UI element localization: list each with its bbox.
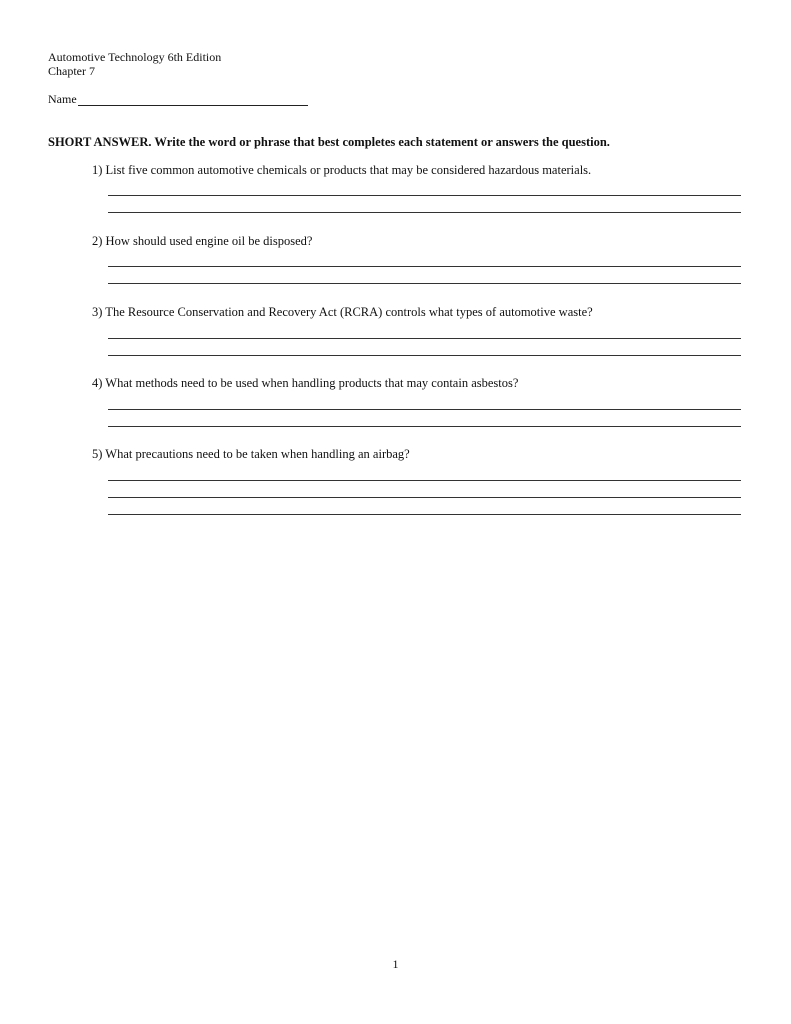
name-row <box>48 92 308 106</box>
answer-line[interactable] <box>108 212 741 213</box>
answer-line[interactable] <box>108 409 741 410</box>
question-text: 3) The Resource Conservation and Recovery Act (RCRA) controls what types of automotive waste? <box>92 305 593 319</box>
answer-line[interactable] <box>108 283 741 284</box>
question-3 <box>92 305 752 320</box>
question-2 <box>92 234 752 249</box>
question-text: 2) How should used engine oil be disposed? <box>92 234 313 248</box>
answer-line[interactable] <box>108 195 741 196</box>
answer-line[interactable] <box>108 497 741 498</box>
answer-line[interactable] <box>108 514 741 515</box>
book-title: Automotive Technology 6th Edition <box>48 50 222 64</box>
question-5 <box>92 447 752 462</box>
page-number: 1 <box>392 957 399 971</box>
question-4 <box>92 376 752 391</box>
answer-line[interactable] <box>108 355 741 356</box>
instructions: SHORT ANSWER. Write the word or phrase that best completes each statement or answers the question. <box>48 135 610 149</box>
answer-line[interactable] <box>108 338 741 339</box>
chapter-label: Chapter 7 <box>48 64 95 78</box>
question-text: 5) What precautions need to be taken when handling an airbag? <box>92 447 410 461</box>
name-label: Name <box>48 92 77 106</box>
name-field[interactable] <box>78 93 308 106</box>
question-text: 4) What methods need to be used when handling products that may contain asbestos? <box>92 376 519 390</box>
answer-line[interactable] <box>108 480 741 481</box>
question-text: 1) List five common automotive chemicals or products that may be considered hazardous materials. <box>92 163 592 177</box>
answer-line[interactable] <box>108 426 741 427</box>
question-1 <box>92 163 752 178</box>
answer-line[interactable] <box>108 266 741 267</box>
